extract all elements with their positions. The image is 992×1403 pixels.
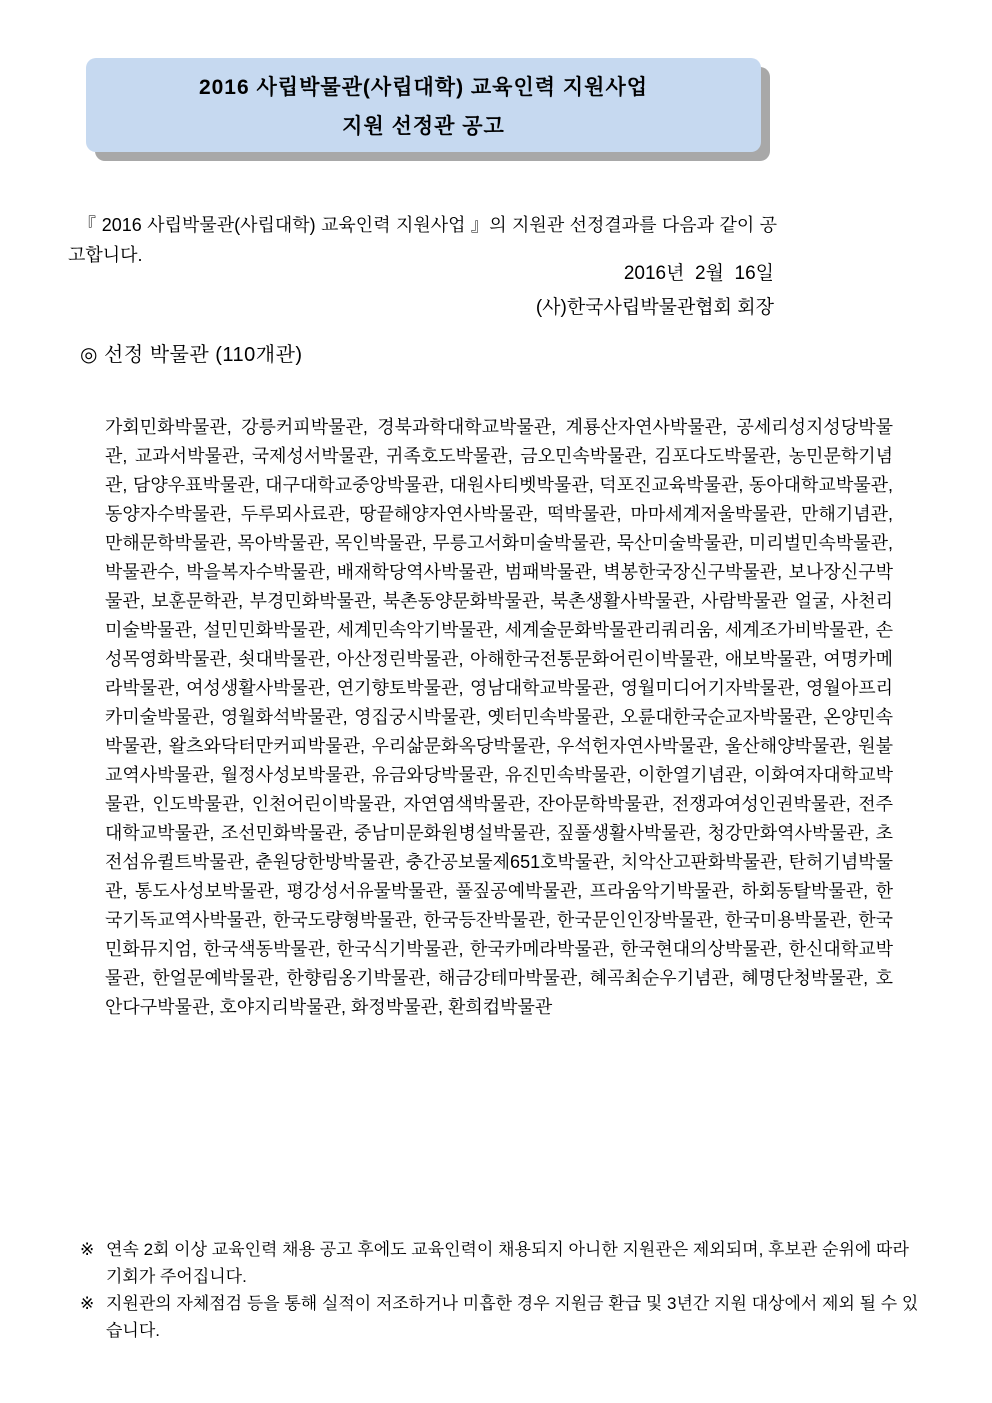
footnote: [80, 1236, 928, 1290]
footnote-marker: ※: [80, 1294, 95, 1313]
museum-list: 가회민화박물관, 강릉커피박물관, 경북과학대학교박물관, 계룡산자연사박물관, 공세리성지성당박물관, 교과서박물관, 국제성서박물관, 귀족호도박물관, 금오민속박물관, 김포다도박물관, 농민문학기념관, 담양우표박물관, 대구대학교중앙박물관, 대원사티벳박물관, 덕포진교육박물관, 동아대학교박물관, 동양자수박물관, 두루뫼사료관, 땅끝해양자연사박물관, 떡박물관, 마마세계저울박물관, 만해기념관, 만해문학박물관, 목아박물관, 목인박물관, 무릉고서화미술박물관, 묵산미술박물관, 미리벌민속박물관, 박물관수, 박을복자수박물관, 배재학당역사박물관, 범패박물관, 벽봉한국장신구박물관, 보나장신구박물관, 보훈문학관, 부경민화박물관, 북촌동양문화박물관, 북촌생활사박물관, 사람박물관 얼굴, 사천리미술박물관, 설민민화박물관, 세계민속악기박물관, 세계술문화박물관리쿼리움, 세계조가비박물관, 손성목영화박물관, 쇳대박물관, 아산정린박물관, 아해한국전통문화어린이박물관, 애보박물관, 여명카메라박물관, 여성생활사박물관, 연기향토박물관, 영남대학교박물관, 영월미디어기자박물관, 영월아프리카미술박물관, 영월화석박물관, 영집궁시박물관, 옛터민속박물관, 오륜대한국순교자박물관, 온양민속박물관, 왈츠와닥터만커피박물관, 우리삶문화옥당박물관, 우석헌자연사박물관, 울산해양박물관, 원불교역사박물관, 월정사성보박물관, 유금와당박물관, 유진민속박물관, 이한열기념관, 이화여자대학교박물관, 인도박물관, 인천어린이박물관, 자연염색박물관, 잔아문학박물관, 전쟁과여성인권박물관, 전주대학교박물관, 조선민화박물관, 중남미문화원병설박물관, 짚풀생활사박물관, 청강만화역사박물관, 초전섬유퀼트박물관, 춘원당한방박물관, 충간공보물제651호박물관, 치악산고판화박물관, 탄허기념박물관, 통도사성보박물관, 평강성서유물박물관, 풀짚공예박물관, 프라움악기박물관, 하회동탈박물관, 한국기독교역사박물관, 한국도량형박물관, 한국등잔박물관, 한국문인인장박물관, 한국미용박물관, 한국민화뮤지엄, 한국색동박물관, 한국식기박물관, 한국카메라박물관, 한국현대의상박물관, 한신대학교박물관, 한얼문예박물관, 한향림옹기박물관, 해금강테마박물관, 혜곡최순우기념관, 혜명단청박물관, 호안다구박물관, 호야지리박물관, 화정박물관, 환희컵박물관: [105, 417, 893, 1017]
title-box: [86, 58, 761, 152]
signature-block: [68, 257, 774, 325]
footnote-marker: ※: [80, 1240, 95, 1259]
intro-paragraph: 『 2016 사립박물관(사립대학) 교육인력 지원사업 』의 지원관 선정결과를 다음과 같이 공고합니다.: [68, 215, 777, 265]
announcement-date: 2016년 2월 16일: [623, 263, 774, 284]
footnotes: [80, 1236, 928, 1344]
footnote: [80, 1290, 928, 1344]
footnote-text: 연속 2회 이상 교육인력 채용 공고 후에도 교육인력이 채용되지 아니한 지원관은 제외되며, 후보관 순위에 따라 기회가 주어집니다.: [106, 1240, 909, 1286]
selected-museums-heading: ◎ 선정 박물관 (110개관): [80, 344, 303, 366]
footnote-text: 지원관의 자체점검 등을 통해 실적이 저조하거나 미흡한 경우 지원금 환급 및 3년간 지원 대상에서 제외 될 수 있습니다.: [106, 1294, 919, 1340]
title-line-1: 2016 사립박물관(사립대학) 교육인력 지원사업: [198, 75, 649, 99]
announcement-author: (사)한국사립박물관협회 회장: [535, 297, 774, 318]
title-line-2: 지원 선정관 공고: [342, 114, 505, 138]
